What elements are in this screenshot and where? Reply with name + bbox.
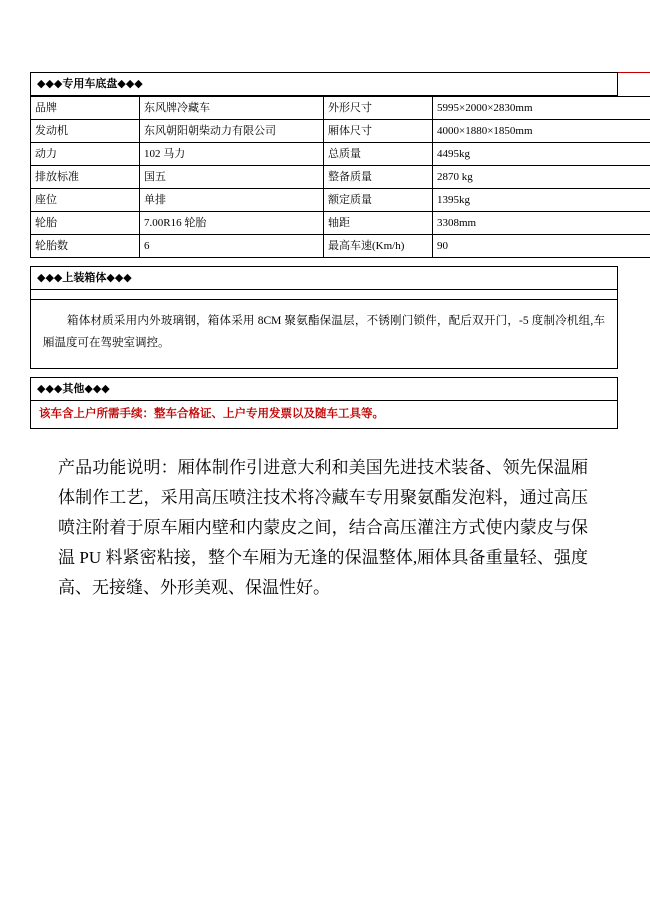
product-description: 产品功能说明：厢体制作引进意大利和美国先进技术装备、领先保温厢体制作工艺，采用高压喷注技术将冷藏车专用聚氨酯发泡料，通过高压喷注附着于原车厢内壁和内蒙皮之间，结合高压灌注方式使内蒙皮与保温 PU 料紧密粘接，整个车厢为无逢的保温整体,厢体具备重量轻、强度高、无接缝、外形美观、保温性好。 [58, 458, 588, 597]
cell-value-right: 90 [433, 235, 650, 258]
table-row [31, 189, 650, 212]
cell-value-right: 2870 kg [433, 166, 650, 189]
body-section-text: 箱体材质采用内外玻璃钢，箱体采用 8CM 聚氨酯保温层，不锈刚门锁件，配后双开门，-5 度制冷机组,车厢温度可在驾驶室调控。 [30, 300, 618, 369]
table-row [31, 212, 650, 235]
body-section-top-spacer [30, 290, 618, 300]
spacer-after-body [30, 369, 620, 377]
cell-value-left: 单排 [140, 189, 324, 212]
other-section-text: 该车含上户所需手续：整车合格证、上户专用发票以及随车工具等。 [30, 401, 618, 429]
cell-label-right: 整备质量 [324, 166, 433, 189]
section-heading-body: ◆◆◆上装箱体◆◆◆ [30, 266, 618, 290]
cell-label-right: 轴距 [324, 212, 433, 235]
cell-label-right: 厢体尺寸 [324, 120, 433, 143]
spacer-after-table [30, 258, 620, 266]
cell-value-left: 7.00R16 轮胎 [140, 212, 324, 235]
cell-value-right: 4000×1880×1850mm [433, 120, 650, 143]
table-row [31, 97, 650, 120]
cell-label-right: 最高车速(Km/h) [324, 235, 433, 258]
cell-label-right: 额定质量 [324, 189, 433, 212]
cell-label-left: 品牌 [31, 97, 140, 120]
cell-value-left: 东风朝阳朝柴动力有限公司 [140, 120, 324, 143]
section-heading-chassis: ◆◆◆专用车底盘◆◆◆ [30, 72, 618, 96]
table-row [31, 166, 650, 189]
document-content [30, 72, 620, 603]
cell-label-right: 外形尺寸 [324, 97, 433, 120]
cell-value-right: 4495kg [433, 143, 650, 166]
cell-value-right: 5995×2000×2830mm [433, 97, 650, 120]
table-row [31, 143, 650, 166]
cell-value-right: 1395kg [433, 189, 650, 212]
cell-value-right: 3308mm [433, 212, 650, 235]
cell-value-left: 6 [140, 235, 324, 258]
cell-label-left: 轮胎 [31, 212, 140, 235]
chassis-spec-table [30, 96, 650, 258]
cell-label-left: 排放标准 [31, 166, 140, 189]
cell-label-left: 动力 [31, 143, 140, 166]
table-row [31, 235, 650, 258]
cell-label-left: 发动机 [31, 120, 140, 143]
cell-value-left: 东风牌冷藏车 [140, 97, 324, 120]
table-row [31, 120, 650, 143]
section-heading-other: ◆◆◆其他◆◆◆ [30, 377, 618, 401]
cell-label-left: 座位 [31, 189, 140, 212]
cell-value-left: 国五 [140, 166, 324, 189]
cell-value-left: 102 马力 [140, 143, 324, 166]
cell-label-right: 总质量 [324, 143, 433, 166]
cell-label-left: 轮胎数 [31, 235, 140, 258]
